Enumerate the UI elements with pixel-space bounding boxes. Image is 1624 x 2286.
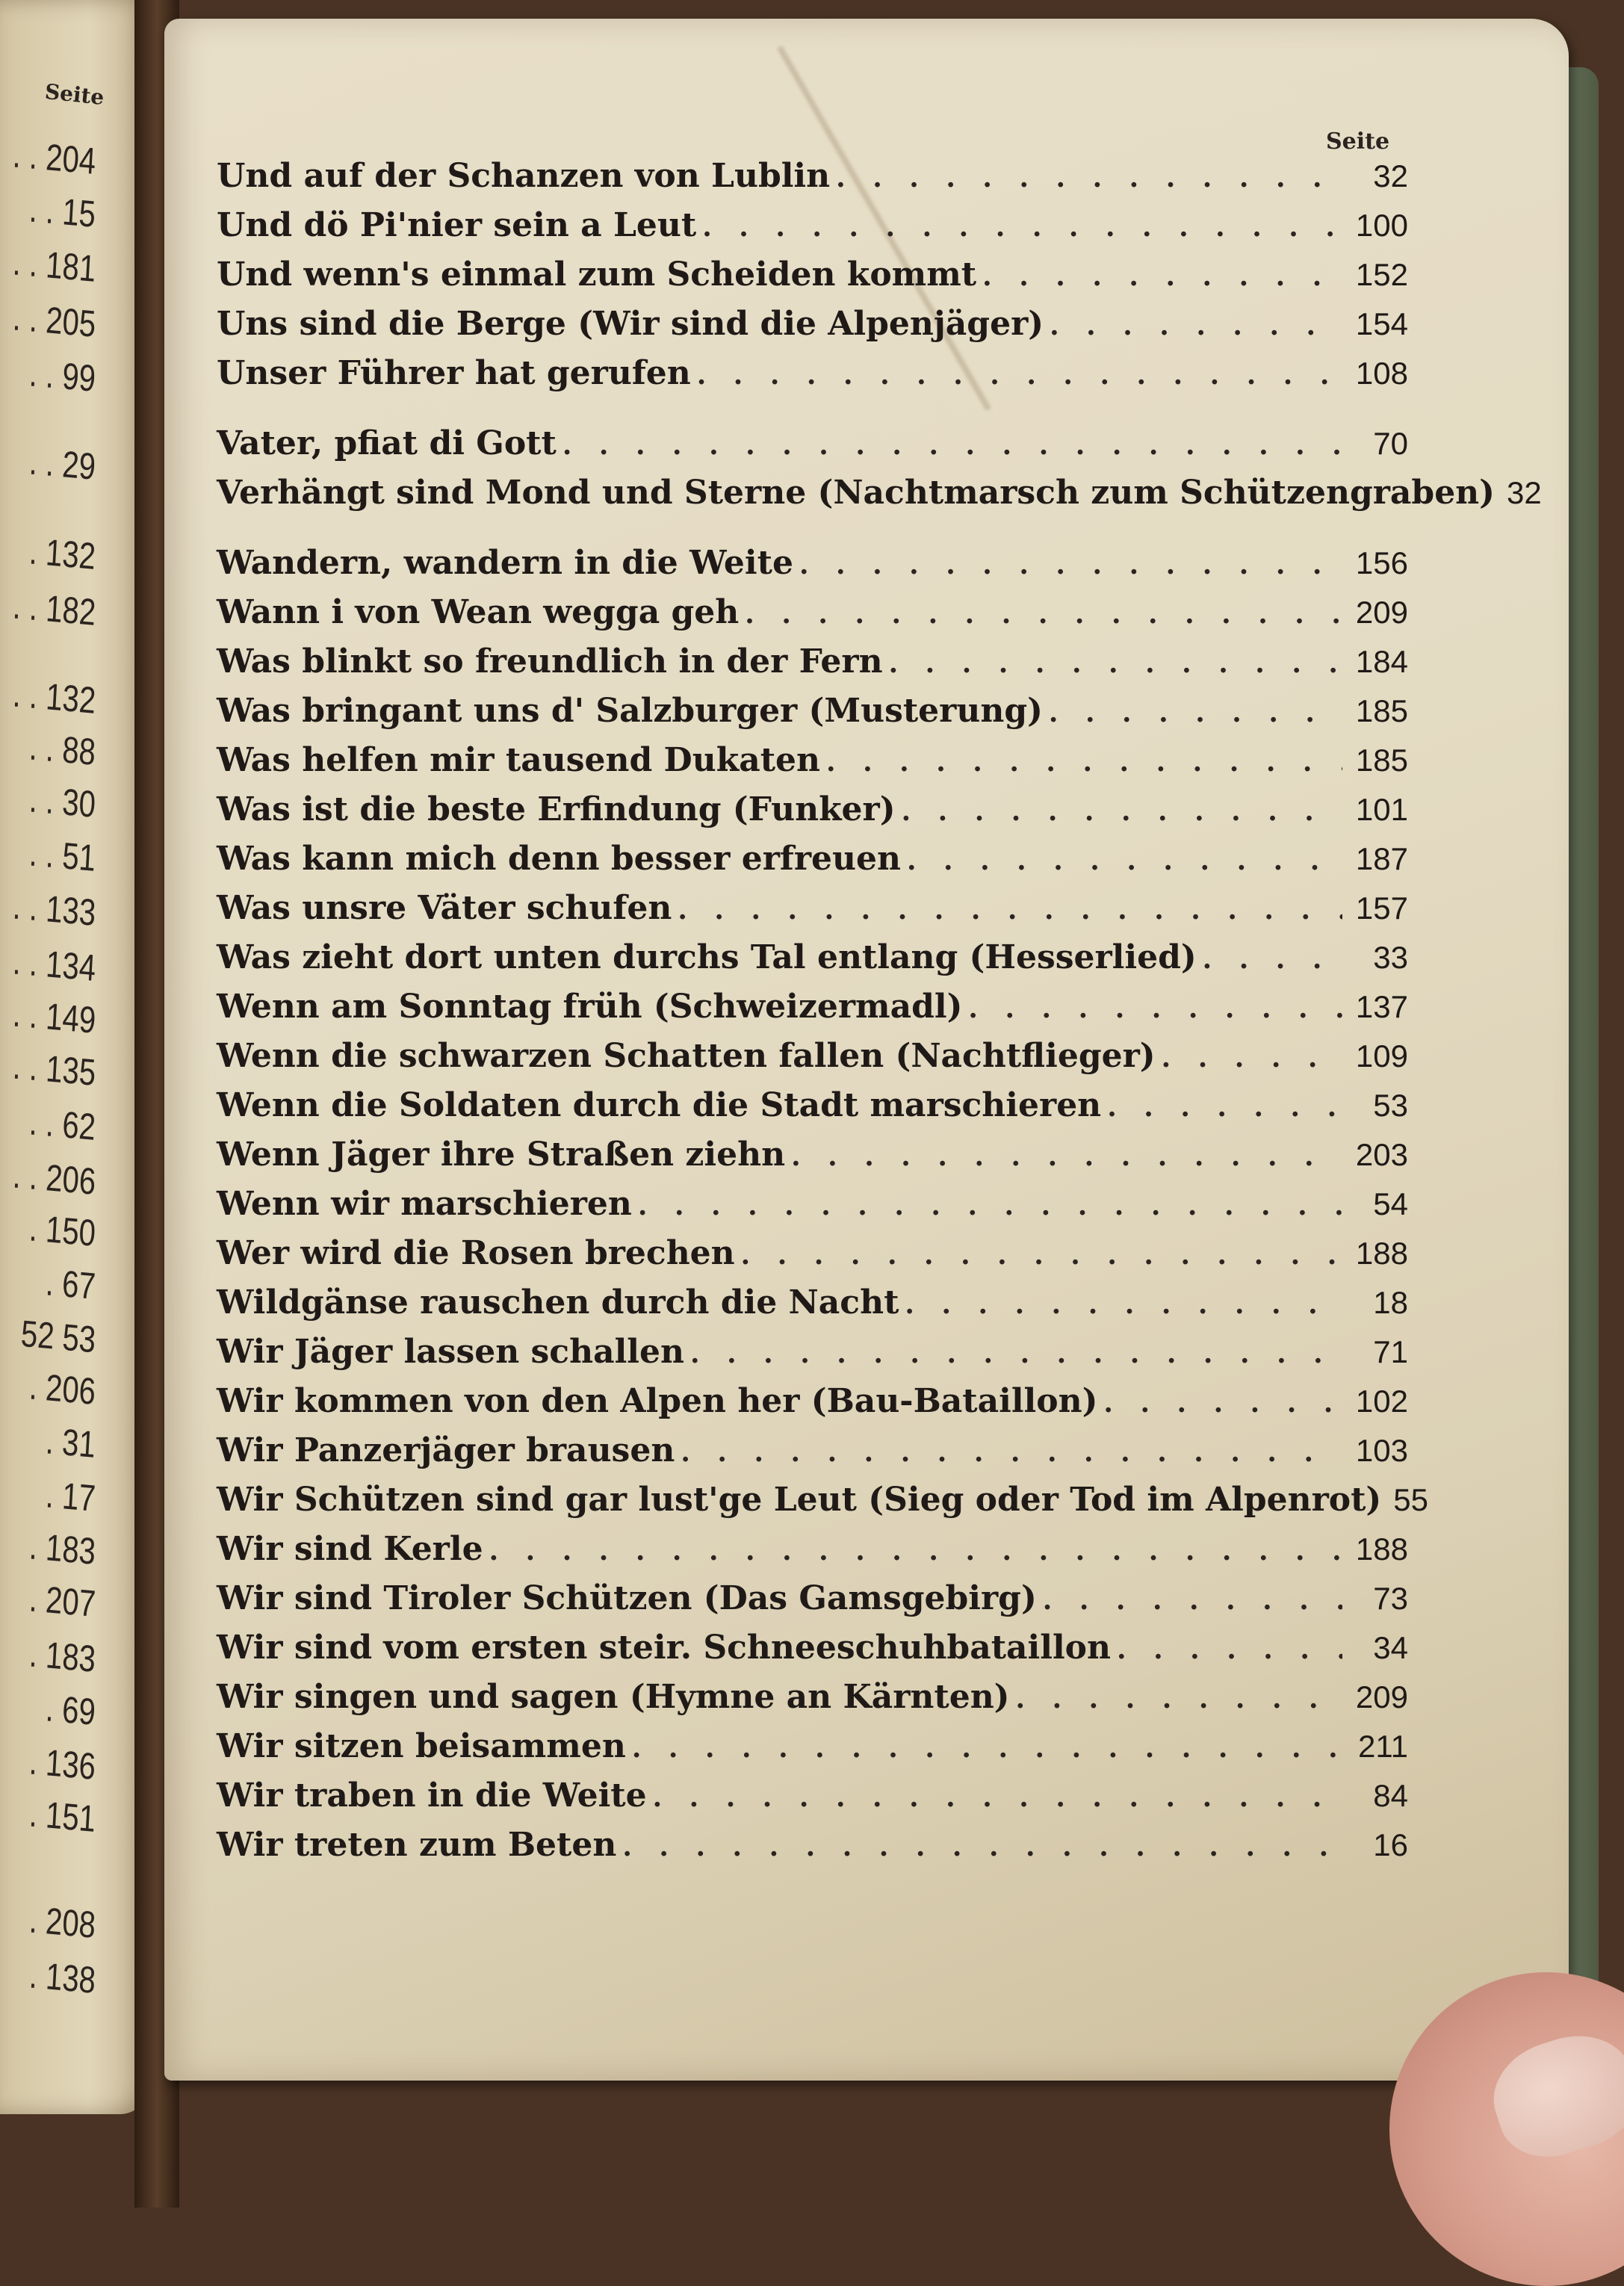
- leader-dots: [632, 1732, 1342, 1764]
- toc-entry-title: Wann i von Wean wegga geh: [217, 593, 740, 631]
- page-column-header: Seite: [1326, 128, 1390, 155]
- leader-dots: [1016, 1683, 1343, 1714]
- toc-entry-title: Wenn am Sonntag früh (Schweizermadl): [217, 988, 963, 1026]
- toc-entry-page: 156: [1355, 545, 1408, 580]
- leader-dots: [836, 162, 1342, 193]
- left-page-number: . 183: [28, 1525, 97, 1573]
- toc-entry-page: 209: [1355, 1679, 1408, 1714]
- left-page-number: . . 149: [11, 993, 97, 1042]
- toc-entry: [217, 1777, 1408, 1826]
- leader-dots: [622, 1831, 1342, 1862]
- table-of-contents: [217, 157, 1542, 1875]
- toc-entry: [217, 1481, 1428, 1530]
- leader-dots: [678, 894, 1342, 926]
- toc-entry-page: 53: [1373, 1088, 1408, 1123]
- toc-entry: [217, 1382, 1408, 1431]
- toc-entry-title: Uns sind die Berge (Wir sind die Alpenjäger): [217, 305, 1044, 343]
- toc-entry-title: Was bringant uns d' Salzburger (Musterung): [217, 692, 1043, 730]
- toc-entry: [217, 354, 1408, 403]
- toc-entry-page: 154: [1355, 306, 1408, 341]
- left-page-number: . 132: [28, 530, 97, 578]
- toc-entry-title: Wir Jäger lassen schallen: [217, 1333, 684, 1371]
- leader-dots: [907, 845, 1342, 876]
- leader-dots: [489, 1535, 1342, 1567]
- toc-entry: [217, 1826, 1408, 1875]
- toc-entry: [217, 593, 1408, 642]
- toc-entry: [217, 988, 1408, 1037]
- left-page-number: . . 181: [11, 241, 97, 291]
- toc-entry-page: 32: [1373, 158, 1408, 193]
- toc-entry: [217, 255, 1408, 305]
- left-page-number: . 207: [28, 1578, 97, 1626]
- toc-entry-title: Vater, pfiat di Gott: [217, 424, 557, 462]
- left-page-number: . . 134: [11, 941, 97, 990]
- toc-entry-page: 188: [1355, 1236, 1408, 1271]
- toc-entry-page: 185: [1355, 693, 1408, 728]
- toc-entry-title: Und dö Pi'nier sein a Leut: [217, 206, 697, 244]
- toc-entry-title: Wir treten zum Beten: [217, 1826, 617, 1864]
- toc-entry: [217, 206, 1408, 255]
- left-page-number: . . 206: [11, 1154, 97, 1204]
- toc-entry-page: 137: [1355, 989, 1408, 1024]
- leader-dots: [1049, 697, 1342, 728]
- toc-entry-page: 100: [1355, 208, 1408, 243]
- toc-entry-page: 34: [1373, 1630, 1408, 1665]
- leader-dots: [982, 261, 1342, 292]
- left-page-number: 52 53: [19, 1313, 97, 1361]
- leader-dots: [1043, 1585, 1342, 1616]
- toc-entry-page: 54: [1373, 1186, 1408, 1221]
- leader-dots: [799, 549, 1342, 580]
- toc-entry-title: Verhängt sind Mond und Sterne (Nachtmarsch zum Schützengraben): [217, 474, 1495, 512]
- toc-entry-title: Wenn Jäger ihre Straßen ziehn: [217, 1136, 786, 1174]
- left-page-number: . 151: [28, 1793, 97, 1841]
- toc-entry-page: 55: [1393, 1482, 1428, 1517]
- leader-dots: [638, 1190, 1342, 1221]
- toc-entry-title: Wir kommen von den Alpen her (Bau-Bataillon): [217, 1382, 1098, 1420]
- toc-entry-title: Unser Führer hat gerufen: [217, 354, 691, 392]
- toc-entry-page: 102: [1355, 1384, 1408, 1419]
- toc-entry: [217, 1678, 1408, 1727]
- left-page-number: . 69: [44, 1688, 97, 1734]
- toc-entry-page: 108: [1355, 356, 1408, 391]
- left-page-number: . . 204: [11, 134, 97, 183]
- left-page-number: . . 88: [28, 726, 97, 774]
- toc-entry-title: Wildgänse rauschen durch die Nacht: [217, 1283, 899, 1322]
- left-page-number: . . 135: [11, 1045, 97, 1094]
- toc-entry: [217, 1185, 1408, 1234]
- toc-entry-title: Was kann mich denn besser erfreuen: [217, 840, 901, 878]
- toc-entry-page: 103: [1355, 1433, 1408, 1468]
- leader-dots: [745, 598, 1342, 630]
- toc-entry-page: 109: [1355, 1038, 1408, 1074]
- toc-entry-title: Wir sitzen beisammen: [217, 1727, 626, 1765]
- toc-entry-title: Und auf der Schanzen von Lublin: [217, 157, 831, 195]
- leader-dots: [741, 1239, 1342, 1271]
- toc-entry-page: 16: [1373, 1827, 1408, 1862]
- toc-entry-title: Wandern, wandern in die Weite: [217, 544, 793, 582]
- left-page-number: . . 29: [28, 441, 97, 489]
- left-page-number: . 17: [44, 1474, 97, 1520]
- toc-entry-page: 71: [1373, 1334, 1408, 1369]
- toc-entry: [217, 1579, 1408, 1629]
- toc-entry: [217, 840, 1408, 889]
- left-page-number: . 150: [28, 1207, 97, 1255]
- toc-entry: [217, 741, 1408, 790]
- leader-dots: [1050, 310, 1342, 341]
- left-page-number: . . 15: [28, 188, 97, 236]
- toc-entry: [217, 889, 1408, 938]
- toc-entry-page: 73: [1373, 1581, 1408, 1616]
- toc-entry-page: 211: [1358, 1729, 1408, 1764]
- toc-entry: [217, 1283, 1408, 1333]
- left-page-number: . . 51: [28, 832, 97, 880]
- toc-entry: [217, 692, 1408, 741]
- leader-dots: [697, 359, 1342, 391]
- toc-entry-title: Wir singen und sagen (Hymne an Kärnten): [217, 1678, 1010, 1716]
- toc-entry: [217, 305, 1408, 354]
- left-page-number: . 67: [44, 1262, 97, 1308]
- toc-entry-title: Wenn die schwarzen Schatten fallen (Nachtflieger): [217, 1037, 1156, 1075]
- toc-entry: [217, 938, 1408, 988]
- toc-entry-page: 187: [1355, 841, 1408, 876]
- toc-entry-page: 84: [1373, 1778, 1408, 1813]
- toc-entry: [217, 424, 1408, 474]
- toc-entry-page: 101: [1355, 792, 1408, 827]
- toc-entry-title: Und wenn's einmal zum Scheiden kommt: [217, 255, 977, 294]
- toc-entry-page: 152: [1355, 257, 1408, 292]
- toc-entry-page: 18: [1373, 1285, 1408, 1320]
- leader-dots: [562, 430, 1342, 461]
- left-page-number: . 206: [28, 1366, 97, 1413]
- toc-entry-title: Was helfen mir tausend Dukaten: [217, 741, 821, 779]
- left-page-number: . . 30: [28, 778, 97, 826]
- toc-entry: [217, 1037, 1408, 1086]
- left-page-number: . 31: [44, 1420, 97, 1466]
- toc-entry: [217, 157, 1408, 206]
- toc-entry: [217, 1086, 1408, 1136]
- toc-entry: [217, 1333, 1408, 1382]
- toc-entry-page: 32: [1507, 475, 1542, 510]
- toc-entry-title: Was zieht dort unten durchs Tal entlang (Hesserlied): [217, 938, 1197, 976]
- leader-dots: [968, 993, 1342, 1024]
- leader-dots: [1117, 1634, 1342, 1665]
- toc-entry-title: Wenn die Soldaten durch die Stadt marschieren: [217, 1086, 1102, 1124]
- toc-entry-page: 184: [1355, 644, 1408, 679]
- toc-entry-title: Was blinkt so freundlich in der Fern: [217, 642, 883, 681]
- leader-dots: [1162, 1042, 1342, 1074]
- leader-dots: [681, 1437, 1342, 1468]
- left-page-number: . 208: [28, 1899, 97, 1947]
- leader-dots: [902, 796, 1342, 827]
- toc-entry-page: 203: [1355, 1137, 1408, 1172]
- toc-entry: [217, 544, 1408, 593]
- toc-entry-title: Wenn wir marschieren: [217, 1185, 632, 1223]
- toc-entry-page: 157: [1355, 890, 1408, 926]
- toc-entry-title: Wir Panzerjäger brausen: [217, 1431, 675, 1469]
- leader-dots: [889, 648, 1342, 679]
- leader-dots: [1203, 944, 1342, 975]
- left-page: [0, 0, 149, 2114]
- toc-entry-title: Wir Schützen sind gar lust'ge Leut (Sieg oder Tod im Alpenrot): [217, 1481, 1382, 1519]
- toc-entry-title: Was unsre Väter schufen: [217, 889, 672, 927]
- toc-entry-title: Wir traben in die Weite: [217, 1777, 647, 1815]
- leader-dots: [653, 1782, 1342, 1813]
- toc-entry-title: Was ist die beste Erfindung (Funker): [217, 790, 896, 828]
- toc-entry: [217, 1629, 1408, 1678]
- toc-entry-page: 209: [1355, 595, 1408, 630]
- left-page-number: . 183: [28, 1633, 97, 1681]
- left-page-header: Seite: [43, 78, 105, 111]
- leader-dots: [1103, 1387, 1342, 1419]
- toc-entry-title: Wir sind Tiroler Schützen (Das Gamsgebirg): [217, 1579, 1037, 1617]
- toc-entry: [217, 1727, 1408, 1777]
- leader-dots: [690, 1338, 1342, 1369]
- toc-entry-page: 185: [1355, 743, 1408, 778]
- toc-entry: [217, 474, 1542, 523]
- toc-entry: [217, 1530, 1408, 1579]
- toc-entry-title: Wir sind vom ersten steir. Schneeschuhbataillon: [217, 1629, 1112, 1667]
- left-page-number: . . 62: [28, 1101, 97, 1149]
- leader-dots: [905, 1289, 1342, 1320]
- leader-dots: [702, 211, 1342, 243]
- toc-entry-page: 188: [1355, 1531, 1408, 1567]
- toc-entry-title: Wir sind Kerle: [217, 1530, 483, 1568]
- left-page-number: . . 133: [11, 885, 97, 935]
- left-page-number: . 138: [28, 1954, 97, 2002]
- toc-entry-page: 70: [1373, 426, 1408, 461]
- left-page-number: . . 99: [28, 353, 97, 400]
- toc-entry-title: Wer wird die Rosen brechen: [217, 1234, 735, 1272]
- toc-entry: [217, 1431, 1408, 1481]
- left-page-number: . . 205: [11, 297, 97, 346]
- toc-entry: [217, 642, 1408, 692]
- left-page-number: . 136: [28, 1741, 97, 1788]
- leader-dots: [826, 746, 1342, 778]
- toc-entry: [217, 1136, 1408, 1185]
- toc-entry: [217, 1234, 1408, 1283]
- leader-dots: [791, 1141, 1342, 1172]
- toc-entry: [217, 790, 1408, 840]
- left-page-number: . . 182: [11, 585, 97, 634]
- leader-dots: [1107, 1091, 1342, 1123]
- left-page-number: . . 132: [11, 673, 97, 722]
- toc-entry-page: 33: [1373, 940, 1408, 975]
